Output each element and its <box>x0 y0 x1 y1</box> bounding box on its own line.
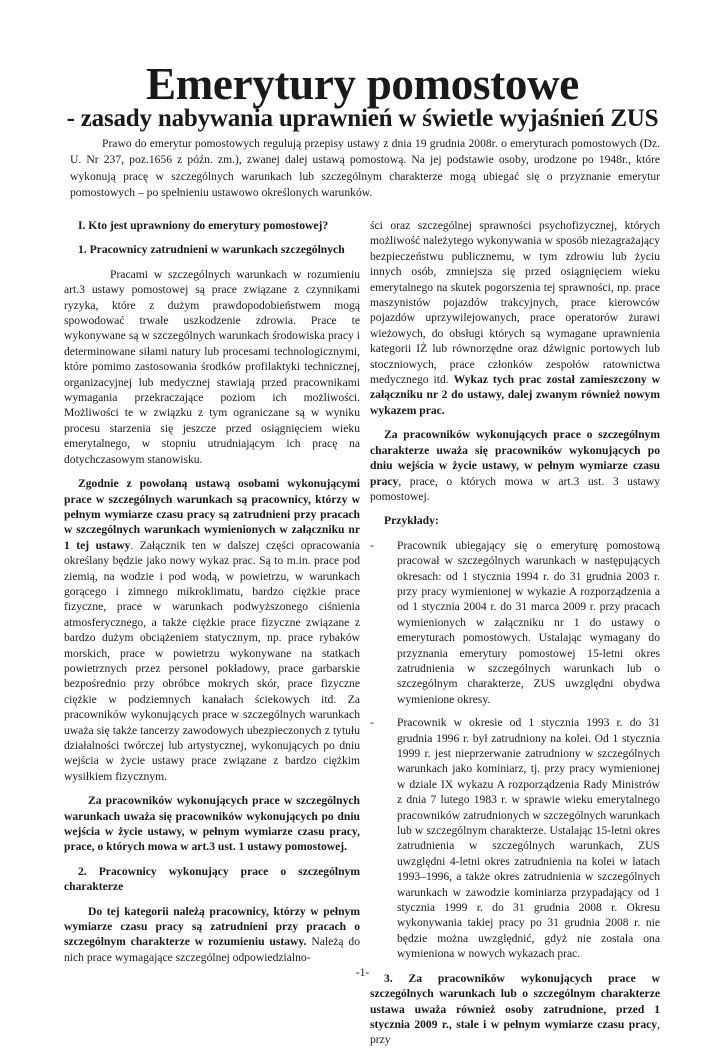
text: ści oraz szczególnej sprawności psychofizycznej, których możliwość należytego wykonywania w sposób niezagrażający bezpieczeństwu publicznemu, w tym zdrowiu lub życiu innych osób, zmniejsza się przed osiągnięciem wieku emerytalnego na skutek pogorszenia tej sprawności, np. prace maszynistów pojazdów trakcyjnych, prace kierowców pojazdów uprzywilejowanych, prace operatorów żurawi wieżowych, do obsługi których są wymagane uprawnienia kategorii IŻ lub równorzędne oraz dźwignic portowych lub stoczniowych, prace członków zespołów ratownictwa medycznego itd. <box>370 219 660 387</box>
section-heading: I. Kto jest uprawniony do emerytury pomostowej? <box>78 219 329 232</box>
paragraph <box>64 904 360 966</box>
list-item <box>370 715 660 962</box>
text: Należą do nich prace wymagające szczególnej odpowiedzialno- <box>64 935 360 964</box>
paragraph <box>370 218 660 418</box>
page-number: -1- <box>355 966 370 979</box>
paragraph <box>370 427 660 504</box>
list-dash: - <box>370 538 374 552</box>
bold-text: Za pracowników wykonujących prace o szczególnym charakterze uważa się pracowników wykonujących po dniu wejścia w życie ustawy, w pełnym wymiarze czasu pracy <box>370 428 660 488</box>
examples-heading: Przykłady: <box>384 514 439 528</box>
examples-list <box>370 538 660 962</box>
list-dash: - <box>370 716 374 730</box>
right-column <box>370 218 660 1057</box>
list-item-text: Pracownik ubiegający się o emeryturę pomostową pracował w szczególnych warunkach w następujących okresach: od 1 stycznia 1994 r. do 31 grudnia 2003 r. przy pracy wymienionej w wykazie A rozporządzenia a od 1 stycznia 2004 r. do 31 marca 2009 r. przy pracach wymienionych w załączniku nr 1 do ustawy o emeryturach pomostowych. Ustalając wymagany do przyznania emerytury pomostowej 15-letni okres zatrudnienia w szczególnych warunkach lub o szczególnym charakterze, ZUS uwzględni obydwa wymienione okresy. <box>397 538 660 706</box>
list-item-text: Pracownik w okresie od 1 stycznia 1993 r. do 31 grudnia 1996 r. był zatrudniony na kolei. Od 1 stycznia 1999 r. jest nieprzerwanie zatrudniony w szczególnych warunkach jako kominiarz, tj. przy pracy wymienionej w dziale IX wykazu A rozporządzenia Rady Ministrów z dnia 7 lutego 1983 r. w sprawie wieku emerytalnego pracowników zatrudnionych w szczególnych warunkach lub w szczególnym charakterze. Ustalając 15-letni okres zatrudnienia w szczególnych warunkach, ZUS uwzględni 4-letni okres zatrudnienia na kolei w latach 1993–1996, a także okres zatrudnienia w szczególnych warunkach w zawodzie kominiarza przypadający od 1 stycznia 1999 r. do 31 grudnia 2008 r. Okresu wykonywania takiej pracy po 31 grudnia 2008 r. nie będzie można uwzględnić, gdyż nie została ona wymieniona w nowych wykazach prac. <box>397 716 660 961</box>
left-column <box>64 218 360 974</box>
text: . Załącznik ten w dalszej części opracowania określany będzie jako nowy wykaz prac. Są to m.in. prace pod ziemią, na wodzie i pod wodą, w powietrzu, w warunkach gorącego i zimnego mikroklimatu, bardzo ciężkie prace fizyczne, prace w warunkach podwyższonego ciśnienia atmosferycznego, a także ciężkie prace fizyczne związane z bardzo dużym obciążeniem statycznym, np. prace rybaków morskich, prace w powietrzu wykonywane na statkach powietrznych przez personel pokładowy, prace garbarskie bezpośrednio przy obróbce mokrych skór, prace fizyczne ciężkie w podziemnych kanałach ściekowych itd. Za pracowników wykonujących prace w szczególnych warunkach uważa się także tancerzy zawodowych ubezpieczonych z tytułu działalności twórczej lub artystycznej, wykonujących po dniu wejścia w życie ustawy prace związane z bardzo ciężkim wysiłkiem fizycznym. <box>64 538 360 783</box>
bold-text: Do tej kategorii należą pracownicy, którzy w pełnym wymiarze czasu pracy są zatrudnieni przy pracach o szczególnym charakterze w rozumieniu ustawy. <box>64 904 360 949</box>
subsection-heading-1: 1. Pracownicy zatrudnieni w warunkach szczególnych <box>78 243 345 257</box>
subsection-heading-2: 2. Pracownicy wykonujący prace o szczególnym charakterze <box>64 864 360 894</box>
page-subtitle: - zasady nabywania uprawnień w świetle wyjaśnień ZUS <box>66 105 659 132</box>
text: , prace, o których mowa w art.3 ust. 3 ustawy pomostowej. <box>370 474 660 503</box>
paragraph <box>64 476 360 784</box>
page-title: Emerytury pomostowe <box>146 59 579 109</box>
paragraph <box>370 971 660 1048</box>
bold-text: Wykaz tych prac został zamieszczony w załączniku nr 2 do ustawy, dalej zwanym również nowym wykazem prac. <box>370 373 660 417</box>
text: , przy <box>370 1017 660 1047</box>
bold-text: 3. Za pracowników wykonujących prace w szczególnych warunkach lub o szczególnym charakterze ustawa uważa również osoby zatrudnione, przed 1 stycznia 2009 r., stale i w pełnym wymiarze czasu pracy <box>370 971 660 1031</box>
paragraph-bold: Za pracowników wykonujących prace w szczególnych warunkach uważa się pracowników wykonujących po dniu wejścia w życie ustawy, w pełnym wymiarze czasu pracy, prace, o których mowa w art.3 ust. 1 ustawy pomostowej. <box>64 794 360 854</box>
bold-text: Zgodnie z powołaną ustawą osobami wykonującymi prace w szczególnych warunkach są pracownicy, którzy w pełnym wymiarze czasu pracy są zatrudnieni przy pracach w szczególnych warunkach wymienionych w załączniku nr 1 tej ustawy <box>64 477 360 552</box>
intro-paragraph: Prawo do emerytur pomostowych regulują przepisy ustawy z dnia 19 grudnia 2008r. o emeryturach pomostowych (Dz. U. Nr 237, poz.1656 z późn. zm.), zwanej dalej ustawą pomostową. Na jej podstawie osoby, urodzone po 1948r., które wykonują pracę w szczególnych warunkach lub szczególnym charakterze mogą ubiegać się o przyznanie emerytur pomostowych – po spełnieniu ustawowo określonych warunków. <box>70 137 660 200</box>
paragraph: Pracami w szczególnych warunkach w rozumieniu art.3 ustawy pomostowej są prace związane z czynnikami ryzyka, które z dużym prawdopodobieństwem mogą spowodować trwałe uszkodzenie zdrowia. Prace te wykonywane są w szczególnych warunkach środowiska pracy i determinowane siłami natury lub procesami technologicznymi, które pomimo zastosowania środków profilaktyki technicznej, organizacyjnej lub medycznej stawiają przed pracownikami wymagania przekraczające poziom ich możliwości. Możliwości te w związku z tym ograniczane są w wyniku procesu starzenia się jeszcze przed osiągnięciem wieku emerytalnego, w stopniu utrudniającym ich pracę na dotychczasowym stanowisku. <box>64 267 360 466</box>
list-item <box>370 538 660 707</box>
